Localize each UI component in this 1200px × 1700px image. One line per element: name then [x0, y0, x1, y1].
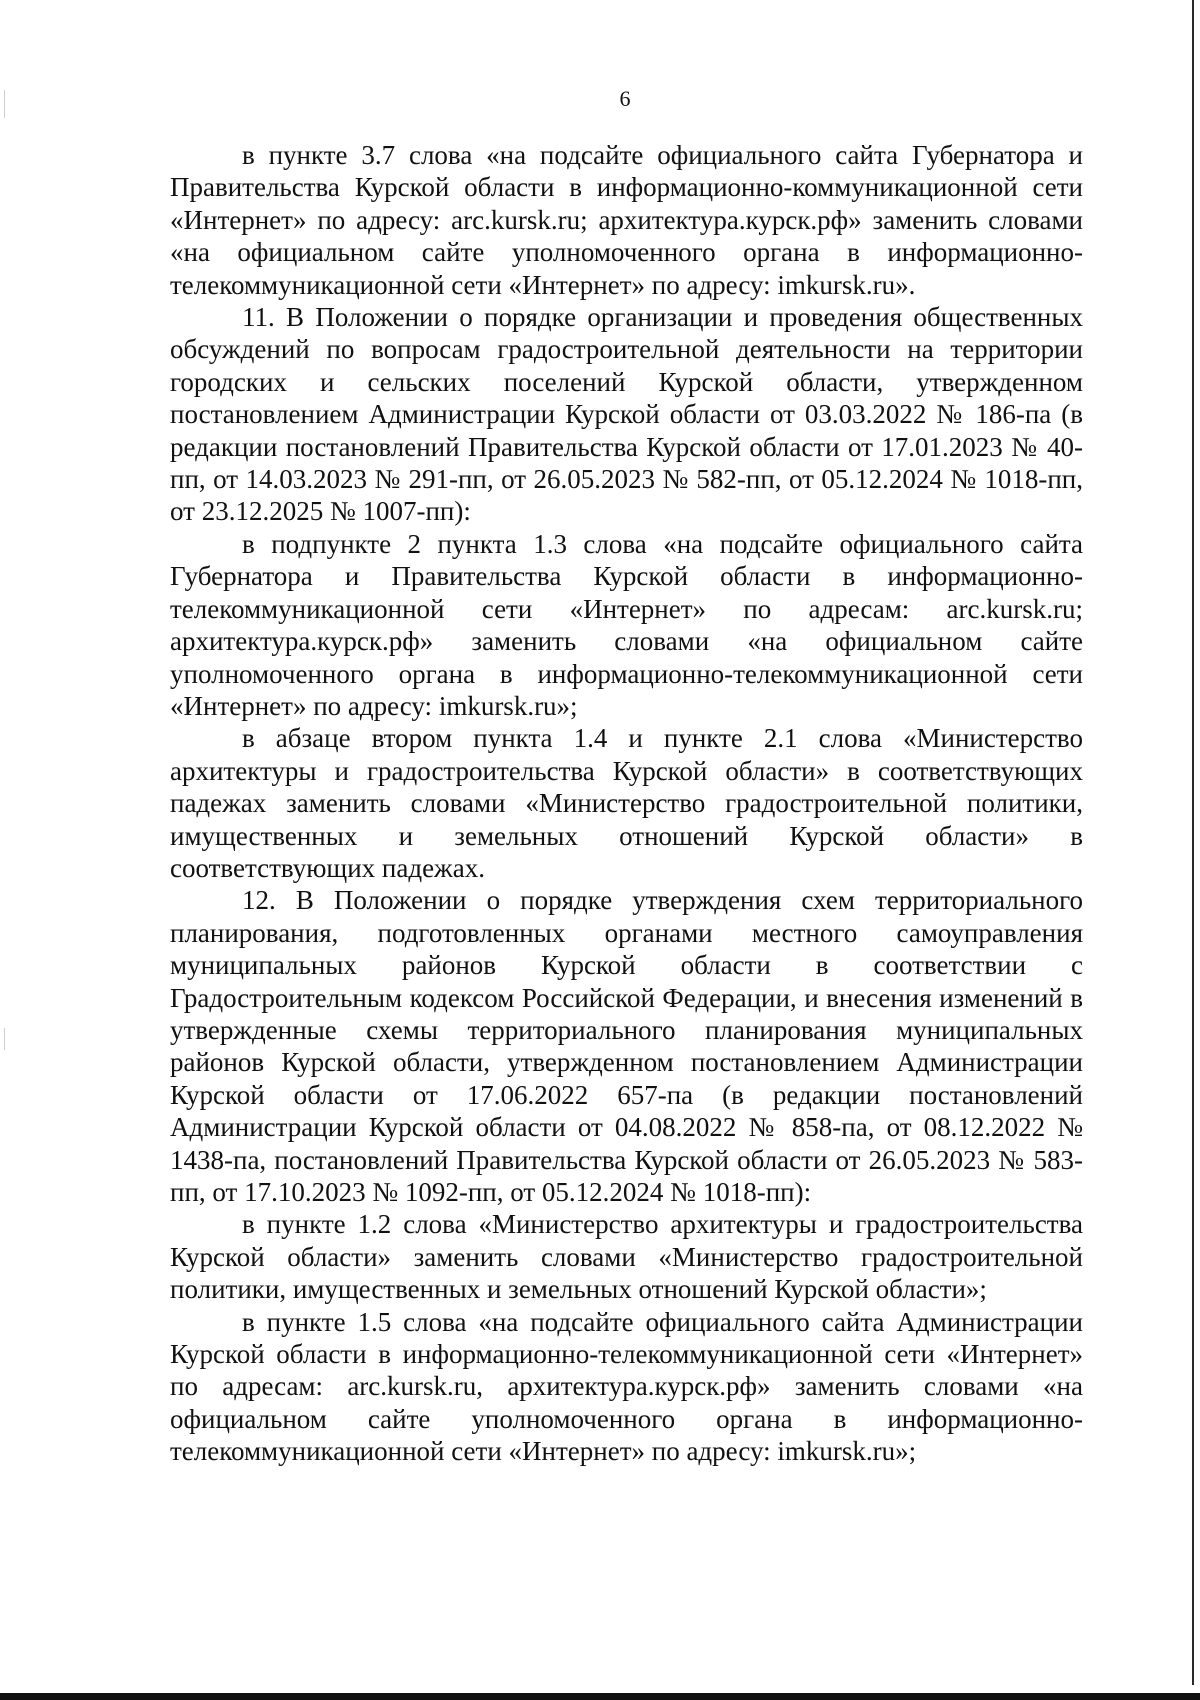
document-body [170, 139, 1083, 1468]
paragraph-3-7-replacement: в пункте 3.7 слова «на подсайте официального сайта Губернатора и Правительства Курской области в информационно-коммуникационной сети «Интернет» по адресу: arc.kursk.ru; архитектура.курск.рф» заменить словами «на официальном сайте уполномоченного органа в информационно-телекоммуникационной сети «Интернет» по адресу: imkursk.ru». [170, 140, 1083, 300]
paragraph-1-2-replacement: в пункте 1.2 слова «Министерство архитектуры и градостроительства Курской области» заменить словами «Министерство градостроительной политики, имущественных и земельных отношений Курской области»; [170, 1209, 1083, 1305]
scan-left-mark [4, 90, 5, 118]
page-number: 6 [619, 86, 631, 111]
paragraph-item-11: 11. В Положении о порядке организации и проведения общественных обсуждений по вопросам градостроительной деятельности на территории городских и сельских поселений Курской области, утвержденном постановлением Администрации Курской области от 03.03.2022 № 186-па (в редакции постановлений Правительства Курской области от 17.01.2023 № 40-пп, от 14.03.2023 № 291-пп, от 26.05.2023 № 582-пп, от 05.12.2024 № 1018-пп, от 23.12.2025 № 1007-пп): [170, 302, 1083, 527]
scan-left-mark [4, 1028, 5, 1050]
paragraph-subitem-1-3: в подпункте 2 пункта 1.3 слова «на подсайте официального сайта Губернатора и Правительства Курской области в информационно-телекоммуникационной сети «Интернет» по адресам: arc.kursk.ru; архитектура.курск.рф» заменить словами «на официальном сайте уполномоченного органа в информационно-телекоммуникационной сети «Интернет» по адресу: imkursk.ru»; [170, 528, 1083, 721]
paragraph-1-4-2-1-replacement: в абзаце втором пункта 1.4 и пункте 2.1 слова «Министерство архитектуры и градостроительства Курской области» в соответствующих падежах заменить словами «Министерство градостроительной политики, имущественных и земельных отношений Курской области» в соответствующих падежах. [170, 723, 1083, 883]
paragraph-item-12: 12. В Положении о порядке утверждения схем территориального планирования, подготовленных органами местного самоуправления муниципальных районов Курской области в соответствии с Градостроительным кодексом Российской Федерации, и внесения изменений в утвержденные схемы территориального планирования муниципальных районов Курской области, утвержденном постановлением Администрации Курской области от 17.06.2022 657-па (в редакции постановлений Администрации Курской области от 04.08.2022 № 858-па, от 08.12.2022 № 1438-па, постановлений Правительства Курской области от 26.05.2023 № 583-пп, от 17.10.2023 № 1092-пп, от 05.12.2024 № 1018-пп): [170, 885, 1083, 1207]
paragraph-1-5-replacement: в пункте 1.5 слова «на подсайте официального сайта Администрации Курской области в информационно-телекоммуникационной сети «Интернет» по адресам: arc.kursk.ru, архитектура.курск.рф» заменить словами «на официальном сайте уполномоченного органа в информационно-телекоммуникационной сети «Интернет» по адресу: imkursk.ru»; [170, 1306, 1083, 1467]
scan-bottom-border [0, 1693, 1200, 1700]
scan-right-border [1192, 0, 1194, 1685]
